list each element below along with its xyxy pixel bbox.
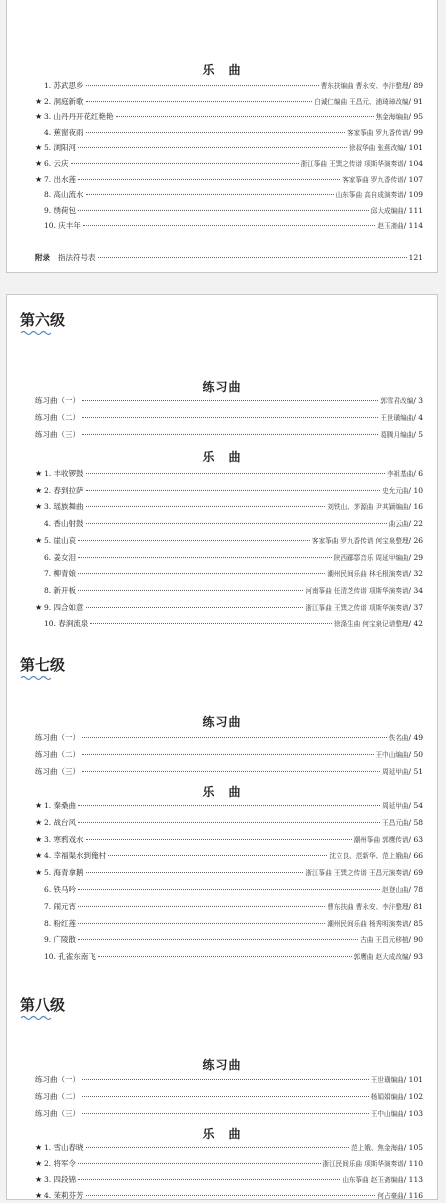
toc-entry xyxy=(35,567,423,580)
leader-dots xyxy=(78,1163,320,1164)
leader-dots xyxy=(86,101,313,102)
toc-entry xyxy=(35,1157,423,1170)
leader-dots xyxy=(86,1147,349,1148)
entry-title: 练习曲（二） xyxy=(35,1092,80,1101)
entry-credit: 范上娥、焦金海曲 xyxy=(351,1144,404,1152)
toc-entry xyxy=(35,188,423,201)
entry-credit: 曹东扶编曲 曹永安、李汴整理 xyxy=(320,82,409,90)
entry-page-number: / 10 xyxy=(408,485,423,495)
entry-credit: 客家筝曲 罗九香传谱 xyxy=(347,128,409,137)
entry-credit: 浙江筝曲 王巽之传谱 项斯华演奏谱 xyxy=(305,603,409,612)
leader-dots xyxy=(83,225,376,226)
entry-title: 8. 高山流水 xyxy=(44,190,84,200)
appendix-title: 指法符号表 xyxy=(58,253,96,262)
entry-credit: 何占豪曲 xyxy=(377,1192,404,1200)
toc-entry xyxy=(35,157,423,170)
entry-title: 2. 洞庭新歌 xyxy=(44,96,84,106)
entry-credit: 郭雪君改编 xyxy=(380,397,414,405)
toc-entry xyxy=(35,765,423,778)
entry-credit: 潮州筝曲 郭鹰传谱 xyxy=(353,835,409,844)
star-icon: ★ xyxy=(35,535,43,545)
star-icon: ★ xyxy=(35,112,43,122)
star-icon: ★ xyxy=(35,469,43,478)
entry-page-number: / 34 xyxy=(408,585,423,595)
entry-page-number: / 42 xyxy=(408,619,423,629)
entry-credit: 客家筝曲 罗九香传谱 xyxy=(342,175,404,184)
grade-7-title: 第七级 xyxy=(20,656,66,674)
toc-entry xyxy=(35,141,423,154)
leader-dots xyxy=(116,116,374,117)
toc-entry xyxy=(35,601,423,614)
grade-8-etude-heading: 练习曲 xyxy=(202,1058,242,1072)
star-icon: ★ xyxy=(35,602,43,612)
entry-credit: 王中山编曲 xyxy=(375,751,409,759)
star-icon: ★ xyxy=(35,502,43,512)
toc-page-top xyxy=(6,0,438,273)
entry-credit: 陕西郿鄠音乐 周延甲编曲 xyxy=(333,553,409,562)
star-icon: ★ xyxy=(35,1175,43,1184)
entry-title: 练习曲（一） xyxy=(35,1075,80,1084)
leader-dots xyxy=(71,163,299,164)
entry-credit: 山东筝曲 高自成演奏谱 xyxy=(335,191,404,200)
leader-dots xyxy=(78,939,358,940)
entry-title: 10. 春涧流泉 xyxy=(44,619,89,629)
toc-entry xyxy=(35,484,423,497)
leader-dots xyxy=(82,434,378,435)
entry-title: 6. 云庆 xyxy=(44,159,69,168)
entry-page-number: / 58 xyxy=(408,817,423,827)
entry-page-number: / 102 xyxy=(403,1092,423,1101)
entry-page-number: / 116 xyxy=(403,1191,423,1200)
appendix-row xyxy=(35,251,423,264)
entry-credit: 赵登山曲 xyxy=(382,886,409,894)
grade-6-title: 第六级 xyxy=(20,311,66,329)
leader-dots xyxy=(86,490,381,491)
entry-title: 1. 秦桑曲 xyxy=(44,801,77,810)
appendix-page: 121 xyxy=(408,253,423,262)
entry-title: 2. 将军令 xyxy=(44,1159,77,1168)
entry-title: 练习曲（三） xyxy=(35,1109,80,1118)
entry-page-number: / 111 xyxy=(403,205,423,215)
leader-dots xyxy=(82,417,378,418)
entry-page-number: / 105 xyxy=(403,1143,423,1152)
entry-title: 4. 幸福渠水到俺村 xyxy=(44,851,107,861)
entry-credit: 李祖基曲 xyxy=(386,470,414,478)
entry-credit: 河南筝曲 任清芝传谱 项斯华演奏谱 xyxy=(305,586,409,595)
toc-entry xyxy=(35,534,423,547)
toc-entry xyxy=(35,584,423,597)
leader-dots xyxy=(86,839,352,840)
leader-dots xyxy=(82,771,380,772)
entry-credit: 客家筝曲 罗九香传谱 何宝泉整理 xyxy=(312,536,409,545)
toc-entry xyxy=(35,500,423,513)
entry-title: 6. 姜女泪 xyxy=(44,552,77,562)
toc-entry xyxy=(35,1107,423,1120)
toc-page-bottom xyxy=(6,294,438,1200)
toc-entry xyxy=(35,1141,423,1154)
entry-title: 9. 绣荷包 xyxy=(44,205,77,215)
entry-credit: 焦金海编曲 xyxy=(375,113,409,122)
toc-entry xyxy=(35,799,423,812)
entry-page-number: / 50 xyxy=(408,750,423,759)
entry-title: 7. 柳青娘 xyxy=(44,569,77,579)
leader-dots xyxy=(82,400,378,401)
grade-6-etude-heading: 练习曲 xyxy=(202,380,242,394)
toc-entry xyxy=(35,394,423,407)
entry-title: 4. 香山射鼓 xyxy=(44,519,84,529)
entry-page-number: / 63 xyxy=(408,834,423,844)
entry-page-number: / 16 xyxy=(408,502,423,512)
toc-entry xyxy=(35,849,423,862)
star-icon: ★ xyxy=(35,96,43,106)
entry-page-number: / 109 xyxy=(403,190,423,200)
toc-entry xyxy=(35,816,423,829)
entry-title: 8. 粉红莲 xyxy=(44,918,77,928)
leader-dots xyxy=(86,194,334,195)
toc-entry xyxy=(35,866,423,879)
entry-credit: 白诚仁编曲 王昌元、浦琦璋改编 xyxy=(314,97,409,106)
star-icon: ★ xyxy=(35,143,43,153)
entry-page-number: / 99 xyxy=(408,127,423,137)
leader-dots xyxy=(86,607,304,608)
entry-title: 9. 广陵散 xyxy=(44,935,77,945)
star-icon: ★ xyxy=(35,485,43,495)
entry-page-number: / 32 xyxy=(408,569,423,579)
toc-entry xyxy=(35,126,423,139)
entry-page-number: / 66 xyxy=(408,851,423,861)
entry-page-number: / 113 xyxy=(403,1175,423,1184)
toc-entry xyxy=(35,1073,423,1086)
entry-page-number: / 114 xyxy=(403,221,423,231)
toc-entry xyxy=(35,933,423,946)
leader-dots xyxy=(82,737,387,738)
entry-page-number: / 101 xyxy=(403,143,423,153)
leader-dots xyxy=(78,147,347,148)
entry-credit: 葛腾月编曲 xyxy=(380,431,414,439)
entry-title: 5. 崖山哀 xyxy=(44,535,77,545)
entry-title: 练习曲（三） xyxy=(35,767,80,776)
entry-page-number: / 26 xyxy=(408,535,423,545)
toc-entry xyxy=(35,748,423,761)
entry-title: 练习曲（二） xyxy=(35,413,80,422)
toc-entry xyxy=(35,467,423,480)
entry-page-number: / 3 xyxy=(413,396,423,405)
entry-credit: 浙江筝曲 王巽之传谱 项斯华演奏谱 xyxy=(300,160,404,168)
leader-dots xyxy=(78,923,325,924)
toc-entry xyxy=(35,411,423,424)
entry-page-number: / 51 xyxy=(408,767,423,776)
toc-entry xyxy=(35,950,423,963)
entry-credit: 浙江民间乐曲 项斯华演奏谱 xyxy=(322,1160,404,1168)
grade-7-piece-heading: 乐 曲 xyxy=(202,785,242,799)
star-icon: ★ xyxy=(35,801,43,810)
wave-ornament-icon xyxy=(21,330,51,336)
entry-credit: 周延甲曲 xyxy=(382,768,409,776)
leader-dots xyxy=(90,623,332,624)
leader-dots xyxy=(78,590,303,591)
toc-entry xyxy=(35,1189,423,1202)
leader-dots xyxy=(82,1113,369,1114)
entry-title: 7. 闹元宵 xyxy=(44,901,77,911)
star-icon: ★ xyxy=(35,868,43,878)
leader-dots xyxy=(86,132,346,133)
toc-entry xyxy=(35,883,423,896)
star-icon: ★ xyxy=(35,174,43,184)
appendix-label: 附录 xyxy=(35,253,50,262)
entry-page-number: / 91 xyxy=(408,96,423,106)
entry-credit: 王昌元曲 xyxy=(382,818,409,827)
entry-page-number: / 95 xyxy=(408,112,423,122)
toc-entry xyxy=(35,1090,423,1103)
star-icon: ★ xyxy=(35,817,43,827)
leader-dots xyxy=(82,1079,369,1080)
toc-entry xyxy=(35,731,423,744)
entry-page-number: / 6 xyxy=(413,469,423,478)
entry-page-number: / 89 xyxy=(408,81,423,90)
leader-dots xyxy=(78,906,325,907)
entry-title: 4. 蕉窗夜雨 xyxy=(44,127,84,137)
entry-title: 5. 浏阳河 xyxy=(44,143,77,153)
entry-title: 2. 战台风 xyxy=(44,817,77,827)
toc-entry xyxy=(35,833,423,846)
toc-entry xyxy=(35,219,423,232)
leader-dots xyxy=(86,506,326,507)
toc-entry xyxy=(35,551,423,564)
entry-credit: 刘铁山、茅源曲 尹其颖编曲 xyxy=(327,503,409,512)
entry-title: 1. 雪山春晓 xyxy=(44,1143,84,1152)
entry-title: 练习曲（三） xyxy=(35,430,80,439)
entry-title: 1. 丰收锣鼓 xyxy=(44,469,84,478)
entry-title: 3. 山丹丹开花红艳艳 xyxy=(44,112,114,122)
leader-dots xyxy=(98,257,407,258)
star-icon: ★ xyxy=(35,1143,43,1152)
toc-entry xyxy=(35,917,423,930)
entry-page-number: / 37 xyxy=(408,602,423,612)
leader-dots xyxy=(86,523,387,524)
leader-dots xyxy=(78,210,369,211)
toc-entry xyxy=(35,900,423,913)
star-icon: ★ xyxy=(35,159,43,168)
entry-title: 4. 茉莉芬芳 xyxy=(44,1191,84,1200)
entry-credit: 杨娟娟编曲 xyxy=(370,1093,404,1101)
leader-dots xyxy=(78,805,380,806)
entry-page-number: / 85 xyxy=(408,918,423,928)
entry-credit: 曲云曲 xyxy=(388,520,409,529)
entry-credit: 徐涤生曲 何宝泉记谱整理 xyxy=(333,620,409,629)
entry-page-number: / 69 xyxy=(408,868,423,878)
leader-dots xyxy=(78,573,325,574)
star-icon: ★ xyxy=(35,851,43,861)
entry-page-number: / 4 xyxy=(413,413,423,422)
entry-title: 练习曲（一） xyxy=(35,396,80,405)
entry-title: 3. 瑶族舞曲 xyxy=(44,502,84,512)
star-icon: ★ xyxy=(35,1159,43,1168)
leader-dots xyxy=(98,956,352,957)
entry-page-number: / 49 xyxy=(408,733,423,742)
entry-credit: 山东筝曲 赵玉斋编曲 xyxy=(342,1176,404,1184)
grade-8-title: 第八级 xyxy=(20,996,66,1014)
leader-dots xyxy=(78,822,380,823)
toc-entry xyxy=(35,1173,423,1186)
grade-6-piece-heading: 乐 曲 xyxy=(202,450,242,464)
entry-page-number: / 107 xyxy=(403,174,423,184)
entry-title: 6. 铁马吟 xyxy=(44,885,77,894)
leader-dots xyxy=(86,872,304,873)
entry-title: 3. 寒鸦戏水 xyxy=(44,834,84,844)
entry-credit: 浙江筝曲 王巽之传谱 王昌元演奏谱 xyxy=(305,869,409,878)
section-heading-pieces: 乐 曲 xyxy=(202,63,242,77)
entry-title: 5. 海青拿鹅 xyxy=(44,868,84,878)
entry-page-number: / 78 xyxy=(408,885,423,894)
entry-title: 1. 苏武思乡 xyxy=(44,81,84,90)
leader-dots xyxy=(86,85,319,86)
grade-7-etude-heading: 练习曲 xyxy=(202,715,242,729)
entry-title: 2. 春到拉萨 xyxy=(44,485,84,495)
entry-title: 10. 孔雀东南飞 xyxy=(44,952,96,962)
entry-title: 7. 出水莲 xyxy=(44,174,77,184)
entry-title: 3. 四段锦 xyxy=(44,1175,77,1184)
leader-dots xyxy=(82,1096,369,1097)
wave-ornament-icon xyxy=(21,675,51,681)
entry-credit: 郭鹰曲 赵大成改编 xyxy=(353,953,409,962)
entry-credit: 潮州民间乐曲 杨秀明演奏谱 xyxy=(327,919,409,928)
entry-page-number: / 5 xyxy=(413,430,423,439)
leader-dots xyxy=(108,855,327,856)
entry-credit: 古曲 王昌元移植 xyxy=(360,936,409,945)
entry-credit: 赵玉斋曲 xyxy=(377,222,404,231)
entry-title: 练习曲（一） xyxy=(35,733,80,742)
entry-page-number: / 104 xyxy=(403,159,423,168)
entry-credit: 王世璜编曲 xyxy=(380,414,414,422)
leader-dots xyxy=(82,754,374,755)
leader-dots xyxy=(78,557,332,558)
entry-credit: 徐叔华曲 张燕改编 xyxy=(348,144,404,153)
entry-credit: 沈立良、范新华、范上娥曲 xyxy=(329,852,409,861)
entry-title: 9. 四合如意 xyxy=(44,602,84,612)
entry-credit: 佚名曲 xyxy=(388,734,409,742)
leader-dots xyxy=(78,179,340,180)
leader-dots xyxy=(78,1179,340,1180)
entry-credit: 曹东扶曲 曹永安、李汴整理 xyxy=(327,902,409,911)
grade-8-piece-heading: 乐 曲 xyxy=(202,1127,242,1141)
leader-dots xyxy=(78,540,310,541)
entry-page-number: / 103 xyxy=(403,1109,423,1118)
entry-page-number: / 110 xyxy=(403,1159,423,1168)
entry-page-number: / 93 xyxy=(408,952,423,962)
entry-title: 8. 新开板 xyxy=(44,585,77,595)
toc-entry xyxy=(35,110,423,123)
entry-page-number: / 101 xyxy=(403,1075,423,1084)
entry-page-number: / 90 xyxy=(408,935,423,945)
entry-title: 练习曲（二） xyxy=(35,750,80,759)
toc-entry xyxy=(35,204,423,217)
leader-dots xyxy=(86,1195,376,1196)
entry-credit: 王中山编曲 xyxy=(370,1110,404,1118)
toc-entry xyxy=(35,95,423,108)
toc-entry xyxy=(35,79,423,92)
entry-credit: 史允元曲 xyxy=(382,486,409,495)
entry-credit: 潮州民间乐曲 林毛根演奏谱 xyxy=(327,570,409,579)
entry-title: 10. 庆丰年 xyxy=(44,221,81,231)
entry-credit: 周延甲曲 xyxy=(382,802,409,810)
leader-dots xyxy=(86,473,385,474)
entry-page-number: / 29 xyxy=(408,552,423,562)
entry-credit: 王世璜编曲 xyxy=(370,1076,404,1084)
toc-entry xyxy=(35,173,423,186)
entry-page-number: / 22 xyxy=(408,519,423,529)
toc-entry xyxy=(35,428,423,441)
wave-ornament-icon xyxy=(21,1015,51,1021)
toc-entry xyxy=(35,517,423,530)
entry-page-number: / 54 xyxy=(408,801,423,810)
toc-entry xyxy=(35,617,423,630)
entry-page-number: / 81 xyxy=(408,901,423,911)
entry-credit: 邱大成编曲 xyxy=(370,206,404,215)
star-icon: ★ xyxy=(35,1191,43,1200)
star-icon: ★ xyxy=(35,834,43,844)
leader-dots xyxy=(78,889,380,890)
